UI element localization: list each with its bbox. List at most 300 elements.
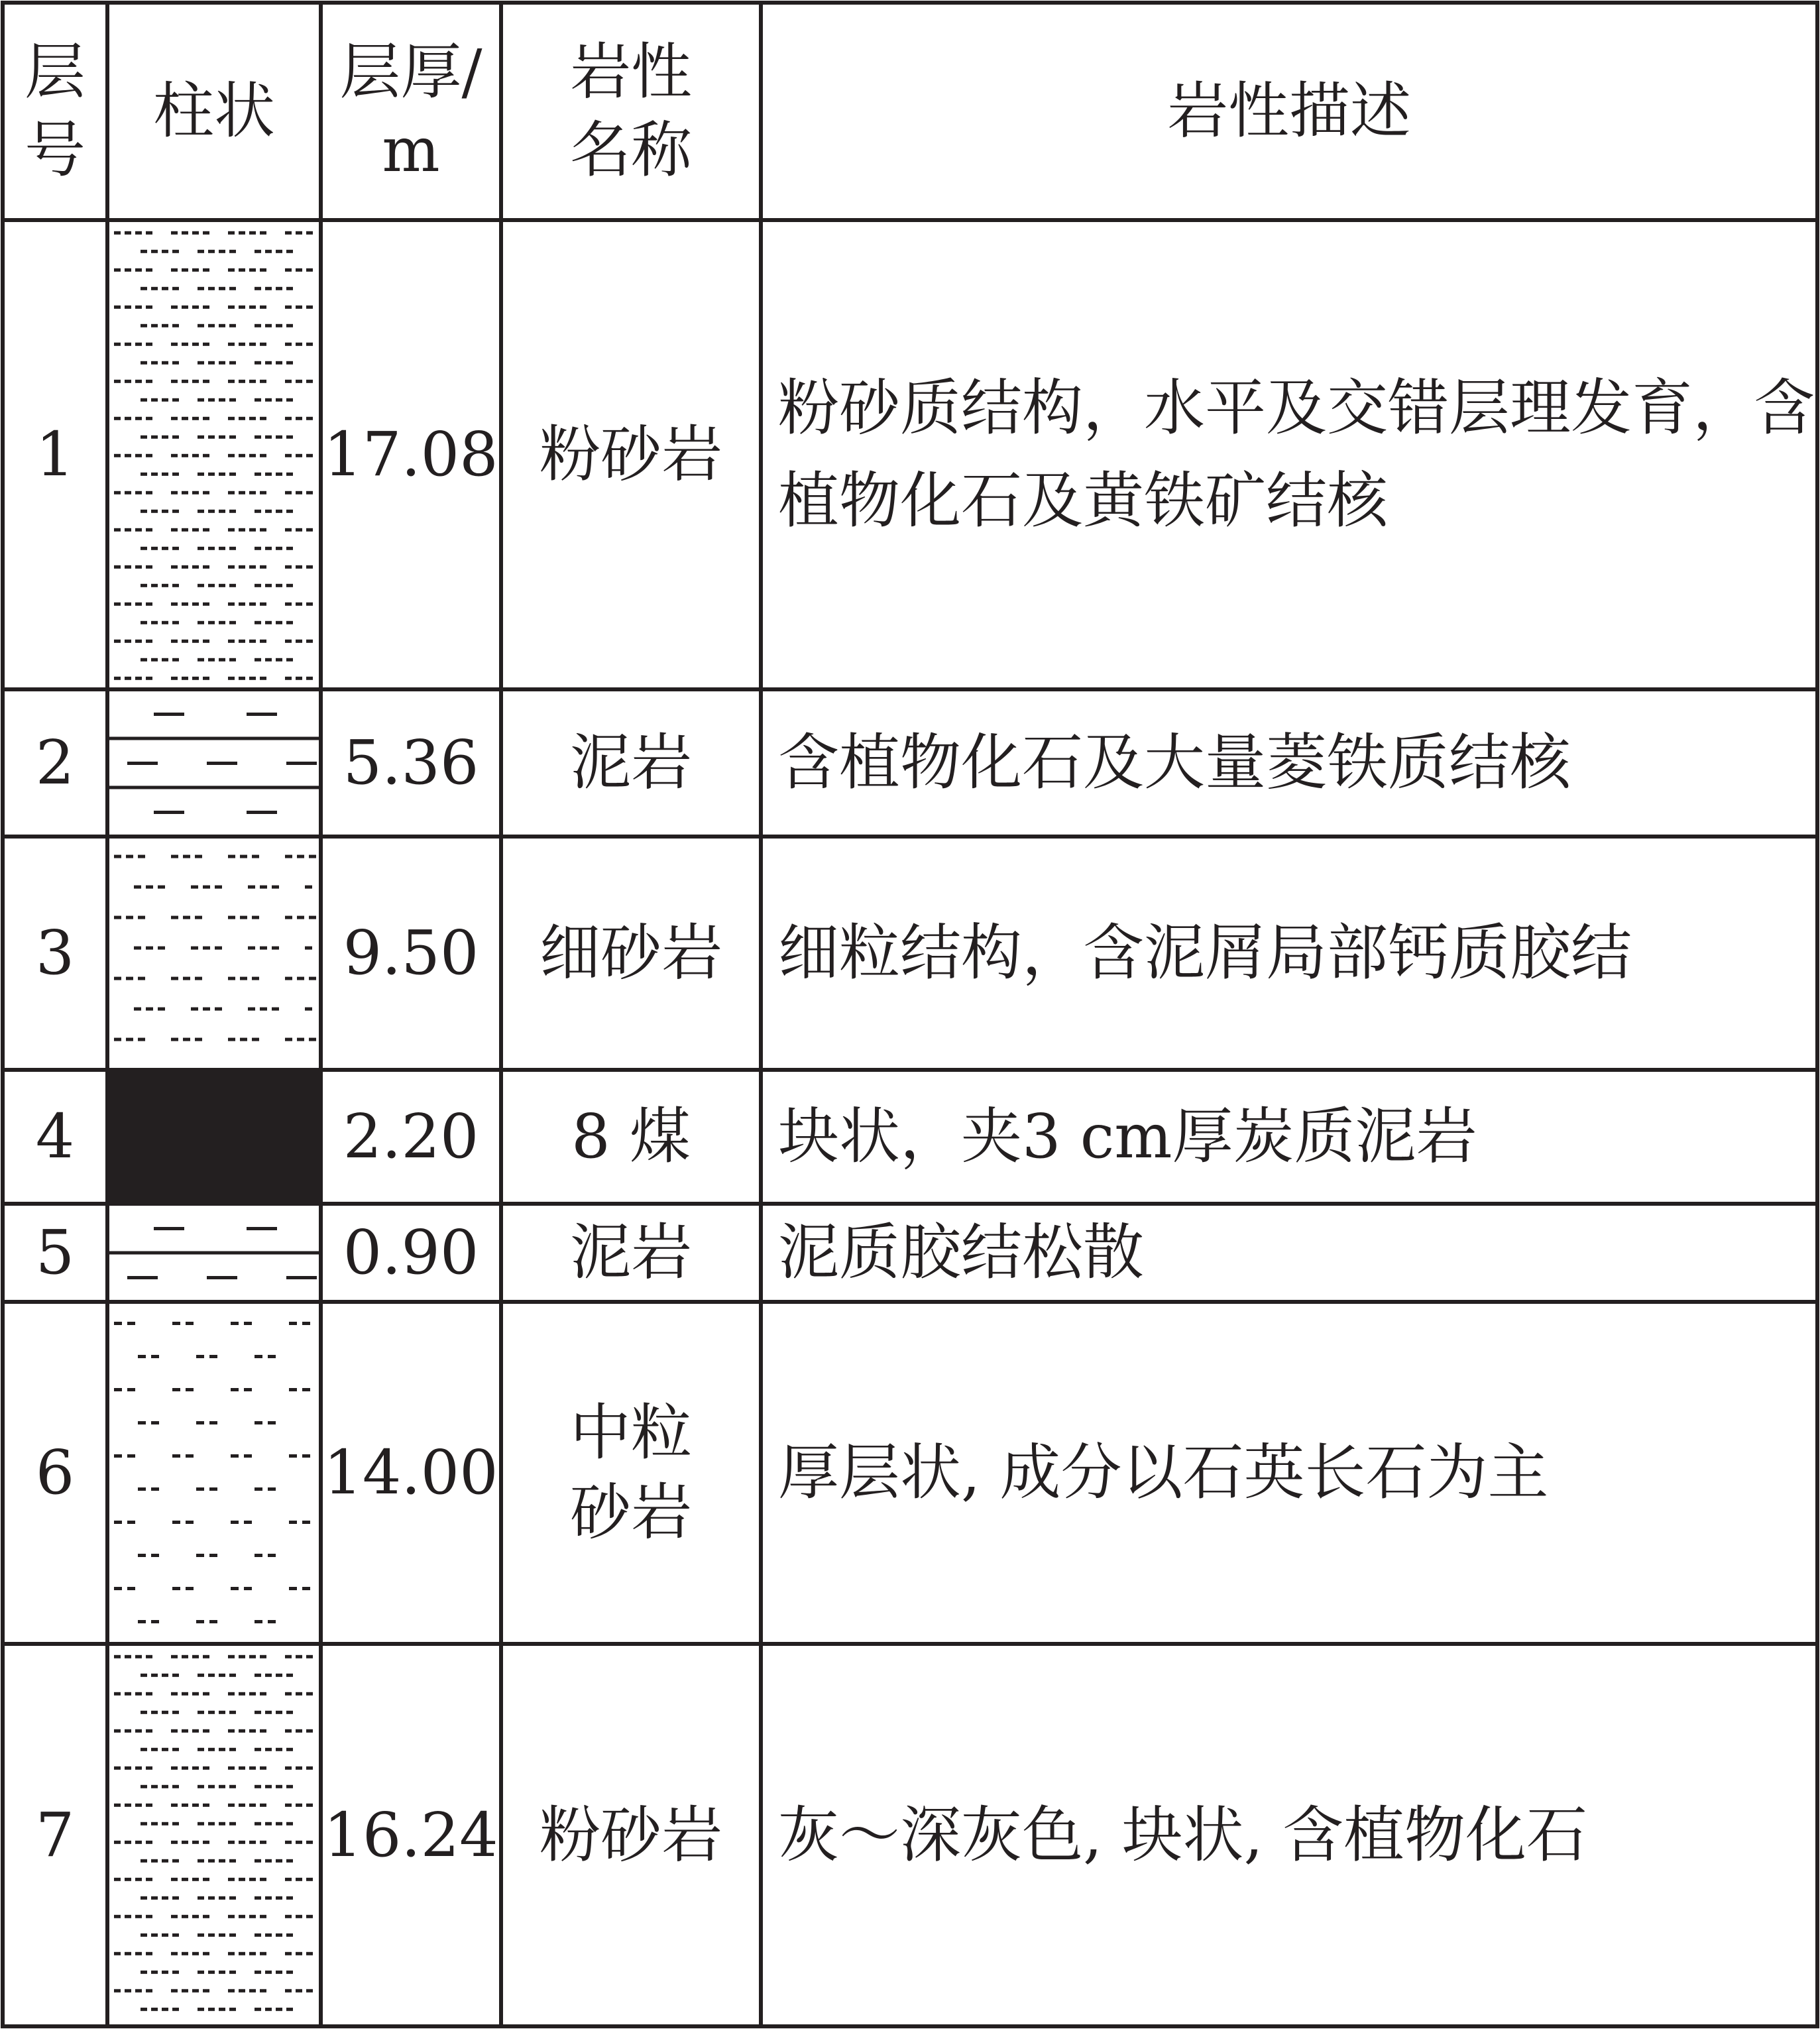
lithology-dash — [229, 1896, 236, 1900]
lithology-dash — [285, 677, 292, 680]
lithology-dash — [203, 231, 209, 235]
lithology-dash — [265, 584, 272, 587]
lithology-dash — [229, 1859, 236, 1863]
lithology-dash — [286, 1896, 293, 1900]
lithology-dash — [302, 1454, 310, 1458]
lithology-dash — [265, 1748, 272, 1751]
rock-description: 块状，夹3 cm厚炭质泥岩 — [778, 1101, 1477, 1172]
lithology-dash — [255, 1971, 261, 1974]
lithology-dash — [171, 306, 178, 309]
lithology-dash — [228, 268, 235, 272]
lithology-dash — [138, 1038, 145, 1041]
lithology-dash — [239, 417, 245, 420]
lithology-dash — [209, 1487, 217, 1491]
lithology-dash — [249, 1692, 256, 1696]
lithology-dash — [114, 916, 121, 919]
lithology-dash — [114, 677, 121, 680]
lithology-dash — [239, 306, 245, 309]
lithology-dash — [151, 1748, 158, 1751]
lithology-dash — [228, 380, 235, 383]
lithology-dash — [286, 1859, 293, 1863]
lithology-dash — [286, 287, 293, 290]
lithology-dash — [265, 324, 272, 327]
lithology-dash — [255, 1487, 262, 1491]
lithology-dash — [162, 1859, 168, 1863]
lithology-dash — [182, 677, 188, 680]
lithology-dash — [208, 324, 215, 327]
lithology-dash — [260, 306, 266, 309]
lithology-dash — [286, 658, 293, 662]
lithology-dash — [309, 977, 316, 980]
rock-description: 细粒结构，含泥屑局部钙质胶结 — [778, 917, 1632, 988]
lithology-dash — [151, 1859, 158, 1863]
lithology-dash — [255, 1554, 262, 1557]
lithology-dash — [141, 398, 147, 402]
lithology-dash — [172, 1711, 179, 1714]
lithology-dash — [151, 584, 158, 587]
lithology-dash — [146, 640, 152, 643]
lithology-dash — [255, 1748, 261, 1751]
lithology-dash — [231, 1454, 239, 1458]
lithology-dash — [135, 1729, 142, 1733]
lithology-dash — [302, 1521, 310, 1524]
lithology-dash — [135, 1878, 142, 1881]
lithology-dash — [276, 398, 282, 402]
lithology-dash — [182, 603, 188, 606]
lithology-dash — [135, 1767, 142, 1770]
mudstone-dash — [247, 713, 277, 716]
lithology-dash — [196, 1620, 204, 1623]
lithology-dash — [125, 1878, 131, 1881]
lithology-dash — [191, 886, 198, 889]
lithology-dash — [231, 1322, 239, 1325]
lithology-dash — [203, 306, 209, 309]
lithology-dash — [192, 565, 199, 569]
lithology-dash — [229, 584, 236, 587]
rock-name: 细砂岩 — [539, 917, 722, 988]
layer-thickness: 5.36 — [343, 727, 479, 798]
lithology-dash — [268, 1487, 276, 1491]
lithology-dash — [141, 287, 147, 290]
lithology-dash — [183, 916, 190, 919]
lithology-dash — [182, 491, 188, 494]
lithology-dash — [195, 855, 202, 858]
lithology-dash — [186, 1587, 194, 1590]
lithology-dash — [114, 1989, 121, 1993]
lithology-dash — [265, 1822, 272, 1826]
lithology-dash — [192, 1655, 199, 1658]
lithology-dash — [286, 621, 293, 624]
lithology-dash — [309, 1038, 316, 1041]
lithology-dash — [126, 855, 133, 858]
lithology-dash — [229, 547, 236, 550]
lithology-dash — [198, 287, 204, 290]
lithology-dash — [276, 1785, 282, 1788]
lithology-dash — [192, 380, 199, 383]
lithology-dash — [172, 473, 179, 476]
lithology-dash — [306, 268, 313, 272]
lithology-dash — [203, 1952, 209, 1955]
layer-thickness: 2.20 — [343, 1101, 479, 1172]
lithology-dash — [229, 398, 236, 402]
lithology-dash — [296, 1915, 302, 1918]
lithology-dash — [265, 1934, 272, 1937]
lithology-dash — [192, 1915, 199, 1918]
lithology-dash — [114, 491, 121, 494]
lithology-dash — [296, 343, 302, 346]
lithology-dash — [162, 1674, 168, 1677]
lithology-dash — [192, 528, 199, 532]
lithology-dash — [296, 417, 302, 420]
lithology-dash — [182, 306, 188, 309]
lithology-dash — [162, 584, 168, 587]
lithology-dash — [260, 677, 266, 680]
lithology-dash — [114, 1322, 122, 1325]
lithology-dash — [276, 658, 282, 662]
lithology-dash — [208, 287, 215, 290]
mudstone-dash — [154, 811, 184, 814]
lithology-dash — [255, 1711, 261, 1714]
lithology-dash — [219, 1859, 225, 1863]
lithology-dash — [114, 380, 121, 383]
lithology-dash — [135, 1804, 142, 1807]
lithology-dash — [192, 1729, 199, 1733]
lithology-dash — [114, 1767, 121, 1770]
lithology-dash — [219, 1785, 225, 1788]
lithology-dash — [228, 977, 235, 980]
lithology-dash — [134, 886, 141, 889]
lithology-dash — [296, 1655, 302, 1658]
lithology-dash — [192, 1989, 199, 1993]
lithology-dash — [127, 1322, 135, 1325]
lithology-dash — [249, 603, 256, 606]
lithology-dash — [297, 1038, 304, 1041]
lithology-dash — [302, 1388, 310, 1391]
lithology-dash — [162, 1896, 168, 1900]
lithology-dash — [229, 361, 236, 365]
lithology-dash — [285, 1915, 292, 1918]
lithology-dash — [252, 855, 259, 858]
lithology-dash — [276, 473, 282, 476]
lithology-dash — [265, 1674, 272, 1677]
lithology-dash — [135, 1841, 142, 1844]
lithology-dash — [182, 1767, 188, 1770]
lithology-dash — [260, 1729, 266, 1733]
pattern-siltstone — [114, 231, 313, 680]
rock-name: 泥岩 — [569, 1217, 692, 1288]
lithology-dash — [141, 361, 147, 365]
lithology-dash — [306, 528, 313, 532]
lithology-dash — [151, 658, 158, 662]
lithology-dash — [296, 603, 302, 606]
lithology-dash — [249, 491, 256, 494]
lithology-dash — [309, 855, 316, 858]
lithology-dash — [198, 1785, 204, 1788]
lithology-dash — [302, 1322, 310, 1325]
lithology-dash — [289, 1587, 297, 1590]
lithology-dash — [219, 287, 225, 290]
rock-description: 粉砂质结构，水平及交错层理发育，含植物化石及黄铁矿结核 — [778, 373, 1815, 536]
lithology-dash — [239, 454, 245, 457]
lithology-dash — [182, 1729, 188, 1733]
lithology-dash — [228, 1841, 235, 1844]
lithology-dash — [229, 510, 236, 513]
lithology-dash — [172, 658, 179, 662]
lithology-dash — [162, 473, 168, 476]
lithology-dash — [114, 1587, 122, 1590]
lithology-dash — [296, 306, 302, 309]
lithology-dash — [135, 1952, 142, 1955]
lithology-dash — [219, 1711, 225, 1714]
lithology-dash — [260, 268, 266, 272]
lithology-dash — [286, 547, 293, 550]
lithology-dash — [229, 250, 236, 253]
lithology-dash — [198, 547, 204, 550]
lithology-dash — [141, 2008, 147, 2011]
lithology-dash — [158, 947, 165, 950]
lithology-dash — [135, 677, 142, 680]
lithology-dash — [141, 658, 147, 662]
lithology-dash — [249, 1989, 256, 1993]
lithology-dash — [276, 287, 282, 290]
lithology-dash — [198, 1859, 204, 1863]
lithology-dash — [285, 1952, 292, 1955]
lithology-dash — [171, 380, 178, 383]
lithology-dash — [146, 343, 152, 346]
lithology-dash — [125, 1989, 131, 1993]
lithology-dash — [203, 886, 210, 889]
lithology-dash — [114, 1692, 121, 1696]
lithology-dash — [172, 584, 179, 587]
lithology-dash — [125, 1692, 131, 1696]
lithology-dash — [285, 640, 292, 643]
lithology-dash — [151, 1355, 159, 1358]
lithology-dash — [239, 1989, 245, 1993]
lithology-dash — [276, 324, 282, 327]
lithology-dash — [255, 1421, 262, 1424]
lithology-dash — [255, 398, 261, 402]
lithology-dash — [198, 435, 204, 439]
lithology-dash — [141, 1785, 147, 1788]
lithology-dash — [239, 1804, 245, 1807]
lithology-dash — [203, 528, 209, 532]
lithology-dash — [141, 1748, 147, 1751]
lithology-dash — [219, 1934, 225, 1937]
lithology-dash — [125, 417, 131, 420]
lithology-dash — [260, 1952, 266, 1955]
lithology-dash — [208, 2008, 215, 2011]
lithology-dash — [198, 1896, 204, 1900]
lithology-dash — [229, 435, 236, 439]
lithology-dash — [162, 1934, 168, 1937]
lithology-dash — [276, 435, 282, 439]
rock-name: 中粒 砂岩 — [569, 1397, 692, 1548]
lithology-dash — [125, 231, 131, 235]
lithology-dash — [296, 1989, 302, 1993]
header-description: 岩性描述 — [1166, 76, 1411, 146]
lithology-dash — [228, 603, 235, 606]
lithology-dash — [239, 528, 245, 532]
lithology-dash — [272, 886, 279, 889]
lithology-dash — [296, 454, 302, 457]
lithology-dash — [162, 1748, 168, 1751]
lithology-dash — [134, 947, 141, 950]
lithology-dash — [172, 1971, 179, 1974]
lithology-dash — [219, 1822, 225, 1826]
lithology-dash — [135, 1655, 142, 1658]
lithology-dash — [114, 1388, 122, 1391]
lithology-dash — [260, 947, 267, 950]
lithology-dash — [268, 1355, 276, 1358]
lithology-dash — [203, 1841, 209, 1844]
lithology-dash — [285, 1729, 292, 1733]
header-column: 柱状 — [152, 76, 275, 146]
lithology-dash — [151, 1896, 158, 1900]
lithology-dash — [255, 658, 261, 662]
lithology-dash — [286, 250, 293, 253]
lithology-dash — [297, 916, 304, 919]
lithology-dash — [306, 1878, 313, 1881]
lithology-dash — [125, 268, 131, 272]
lithology-dash — [126, 1038, 133, 1041]
lithology-dash — [146, 1008, 153, 1011]
lithology-dash — [296, 640, 302, 643]
lithology-dash — [260, 528, 266, 532]
lithology-dash — [248, 1008, 255, 1011]
lithology-dash — [151, 1620, 159, 1623]
lithology-dash — [146, 231, 152, 235]
lithology-dash — [198, 2008, 204, 2011]
lithology-dash — [208, 658, 215, 662]
lithology-dash — [172, 324, 179, 327]
lithology-dash — [151, 1674, 158, 1677]
lithology-dash — [141, 435, 147, 439]
lithology-dash — [125, 1915, 131, 1918]
lithology-dash — [171, 231, 178, 235]
lithology-dash — [141, 584, 147, 587]
rock-name: 粉砂岩 — [539, 1799, 722, 1871]
lithology-dash — [125, 1952, 131, 1955]
lithology-dash — [305, 886, 312, 889]
lithology-dash — [249, 640, 256, 643]
lithology-dash — [215, 1008, 222, 1011]
lithology-dash — [244, 1454, 252, 1458]
lithology-dash — [228, 528, 235, 532]
lithology-dash — [172, 1322, 180, 1325]
lithology-dash — [125, 1841, 131, 1844]
lithology-dash — [171, 977, 178, 980]
lithology-dash — [286, 398, 293, 402]
lithology-dash — [286, 510, 293, 513]
lithology-dash — [208, 1785, 215, 1788]
lithology-dash — [146, 565, 152, 569]
lithology-dash — [285, 380, 292, 383]
lithology-dash — [255, 1785, 261, 1788]
mudstone-dash — [154, 713, 184, 716]
lithology-dash — [171, 916, 178, 919]
lithology-dash — [198, 621, 204, 624]
lithology-dash — [209, 1355, 217, 1358]
lithology-dash — [171, 343, 178, 346]
lithology-dash — [249, 306, 256, 309]
lithology-dash — [198, 1711, 204, 1714]
lithology-dash — [192, 1841, 199, 1844]
lithology-dash — [255, 473, 261, 476]
lithology-dash — [219, 621, 225, 624]
lithology-dash — [138, 916, 145, 919]
lithology-dash — [135, 1915, 142, 1918]
lithology-dash — [172, 1521, 180, 1524]
lithology-dash — [171, 1655, 178, 1658]
lithology-dash — [135, 603, 142, 606]
lithology-dash — [208, 547, 215, 550]
lithology-dash — [191, 1008, 198, 1011]
lithology-dash — [208, 584, 215, 587]
lithology-dash — [114, 640, 121, 643]
lithology-dash — [203, 1692, 209, 1696]
lithology-dash — [198, 1934, 204, 1937]
lithology-dash — [114, 1841, 121, 1844]
header-layer-no: 层 号 — [24, 36, 85, 186]
lithology-dash — [162, 287, 168, 290]
layer-thickness: 16.24 — [323, 1799, 498, 1871]
lithology-dash — [285, 1692, 292, 1696]
lithology-dash — [171, 603, 178, 606]
lithology-dash — [203, 1915, 209, 1918]
lithology-dash — [114, 1038, 121, 1041]
lithology-dash — [285, 1989, 292, 1993]
lithology-dash — [135, 454, 142, 457]
lithology-dash — [249, 677, 256, 680]
lithology-dash — [125, 454, 131, 457]
lithology-dash — [239, 268, 245, 272]
lithology-dash — [182, 1655, 188, 1658]
lithology-dash — [146, 528, 152, 532]
lithology-dash — [285, 454, 292, 457]
lithology-dash — [146, 1989, 152, 1993]
lithology-dash — [260, 886, 267, 889]
lithology-dash — [171, 1989, 178, 1993]
lithology-dash — [239, 640, 245, 643]
lithology-dash — [198, 1674, 204, 1677]
lithology-dash — [260, 640, 266, 643]
lithology-dash — [240, 855, 247, 858]
lithology-dash — [305, 1008, 312, 1011]
lithology-dash — [260, 1878, 266, 1881]
lithology-dash — [192, 1767, 199, 1770]
lithology-dash — [203, 947, 210, 950]
lithology-dash — [260, 343, 266, 346]
lithology-dash — [285, 1655, 292, 1658]
lithology-dash — [146, 1729, 152, 1733]
lithology-dash — [306, 565, 313, 569]
lithology-dash — [182, 417, 188, 420]
lithology-dash — [182, 1878, 188, 1881]
lithology-dash — [172, 1674, 179, 1677]
lithology-dash — [265, 1785, 272, 1788]
lithology-dash — [146, 677, 152, 680]
mudstone-dash — [286, 762, 317, 765]
lithology-dash — [252, 1038, 259, 1041]
lithology-dash — [172, 1896, 179, 1900]
lithology-dash — [296, 380, 302, 383]
lithology-dash — [219, 361, 225, 365]
lithology-dash — [219, 473, 225, 476]
lithology-dash — [260, 565, 266, 569]
lithology-dash — [306, 1655, 313, 1658]
lithology-dash — [146, 306, 152, 309]
lithology-dash — [114, 1915, 121, 1918]
